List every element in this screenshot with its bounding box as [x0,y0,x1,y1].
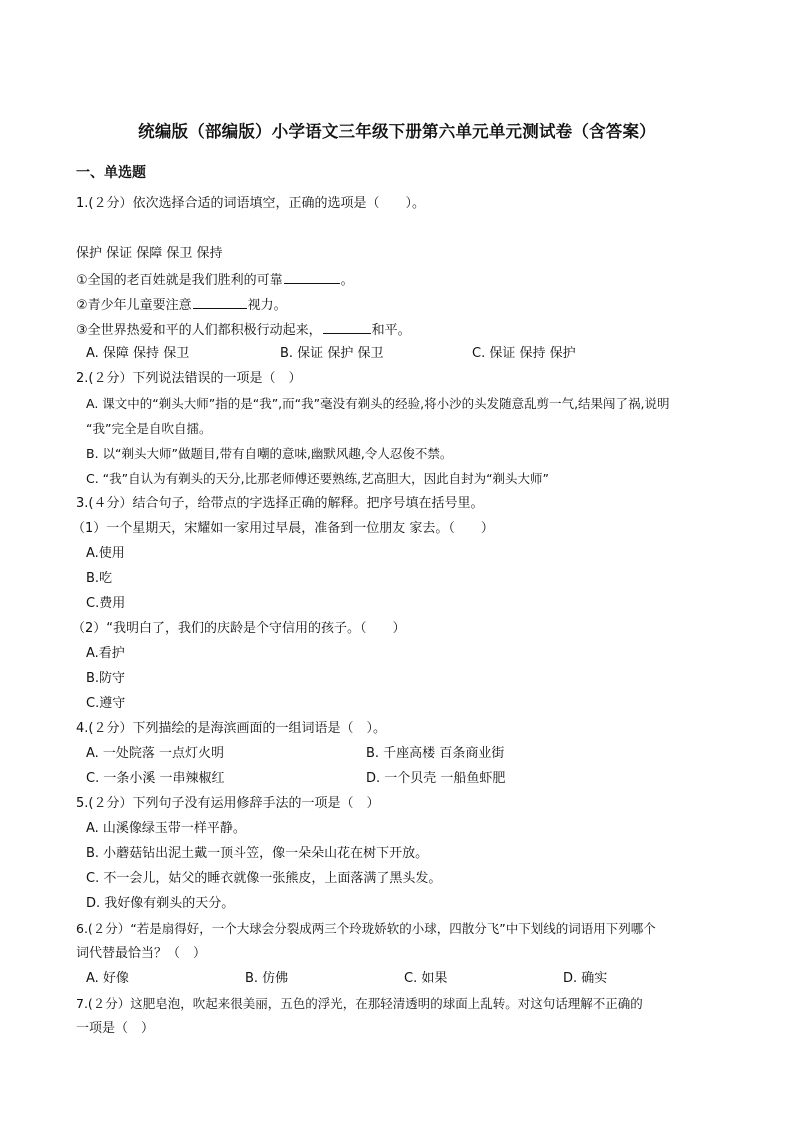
question-4-option-a[interactable]: A. 一处院落 一点灯火明 [86,746,225,761]
question-1-sentence-1: ①全国的老百姓就是我们胜利的可靠 。 [76,270,354,290]
question-1-option-c[interactable]: C. 保证 保持 保护 [472,346,576,361]
question-4-option-c[interactable]: C. 一条小溪 一串辣椒红 [86,771,225,786]
fill-blank[interactable] [323,320,371,334]
fill-blank[interactable] [193,295,247,309]
question-5-option-c[interactable]: C. 不一会儿，姑父的睡衣就像一张熊皮，上面落满了黑头发。 [86,871,442,886]
question-2-stem: 2.(２分）下列说法错误的一项是（ ） [76,371,302,386]
fill-blank[interactable] [284,270,340,284]
question-3-sub-2-option-b[interactable]: B.防守 [86,671,126,686]
question-7-stem-cont: 一项是（ ） [76,1021,155,1036]
question-5-option-d[interactable]: D. 我好像有剃头的天分。 [86,896,235,911]
question-4-option-b[interactable]: B. 千座高楼 百条商业街 [366,746,505,761]
question-6-stem: 6.(２分）“若是扇得好，一个大球会分裂成两三个玲珑娇软的小球，四散分飞”中下划线的词语用下列哪个 [76,921,656,936]
question-6-option-b[interactable]: B. 仿佛 [245,971,289,986]
question-3-sub-2-option-a[interactable]: A.看护 [86,646,125,661]
question-1-word-bank: 保护 保证 保障 保卫 保持 [76,246,223,261]
question-1-stem: 1.(２分）依次选择合适的词语填空，正确的选项是（ ）。 [76,196,425,211]
question-6-option-c[interactable]: C. 如果 [404,971,448,986]
question-3-sub-1-option-c[interactable]: C.费用 [86,596,126,611]
question-6-option-d[interactable]: D. 确实 [563,971,608,986]
question-2-option-b[interactable]: B. 以“剃头大师”做题目,带有自嘲的意味,幽默风趣,令人忍俊不禁。 [86,446,453,461]
question-2-option-c[interactable]: C. “我”自认为有剃头的天分,比那老师傅还要熟练,艺高胆大，因此自封为“剃头大师” [86,471,550,486]
question-3-sub-1-option-b[interactable]: B.吃 [86,571,113,586]
question-5-option-b[interactable]: B. 小蘑菇钻出泥土戴一顶斗笠，像一朵朵山花在树下开放。 [86,846,429,861]
question-3-stem: 3.(４分）结合句子，给带点的字选择正确的解释。把序号填在括号里。 [76,496,484,511]
question-3-sub-2: （2）“我明白了，我们的庆龄是个守信用的孩子。（ ） [72,621,406,636]
question-5-option-a[interactable]: A. 山溪像绿玉带一样平静。 [86,821,246,836]
question-7-stem: 7.(２分）这肥皂泡，吹起来很美丽，五色的浮光，在那轻清透明的球面上乱转。对这句话理解不正确的 [76,996,643,1011]
question-1-sentence-2: ②青少年儿童要注意 视力。 [76,295,287,315]
question-2-option-a-cont: “我”完全是自吹自擂。 [86,421,212,436]
question-3-sub-1-option-a[interactable]: A.使用 [86,546,125,561]
page-title: 统编版（部编版）小学语文三年级下册第六单元单元测试卷（含答案） [138,122,656,141]
question-6-stem-cont: 词代替最恰当？（ ） [76,946,207,961]
question-3-sub-2-option-c[interactable]: C.遵守 [86,696,126,711]
question-4-stem: 4.(２分）下列描绘的是海滨画面的一组词语是（ ）。 [76,721,386,736]
section-heading: 一、单选题 [76,165,146,181]
question-1-sentence-3: ③全世界热爱和平的人们都积极行动起来， 和平。 [76,320,411,340]
question-5-stem: 5.(２分）下列句子没有运用修辞手法的一项是（ ） [76,796,380,811]
question-6-option-a[interactable]: A. 好像 [86,971,129,986]
question-4-option-d[interactable]: D. 一个贝壳 一船鱼虾肥 [366,771,506,786]
question-1-option-a[interactable]: A. 保障 保持 保卫 [86,346,190,361]
question-1-option-b[interactable]: B. 保证 保护 保卫 [280,346,384,361]
question-3-sub-1: （1）一个星期天，宋耀如一家用过早晨，准备到一位朋友 家去。（ ） [72,521,494,536]
question-2-option-a[interactable]: A. 课文中的“剃头大师”指的是“我”,而“我”毫没有剃头的经验,将小沙的头发随意乱剪一气,结果闯了祸,说明 [86,396,670,411]
